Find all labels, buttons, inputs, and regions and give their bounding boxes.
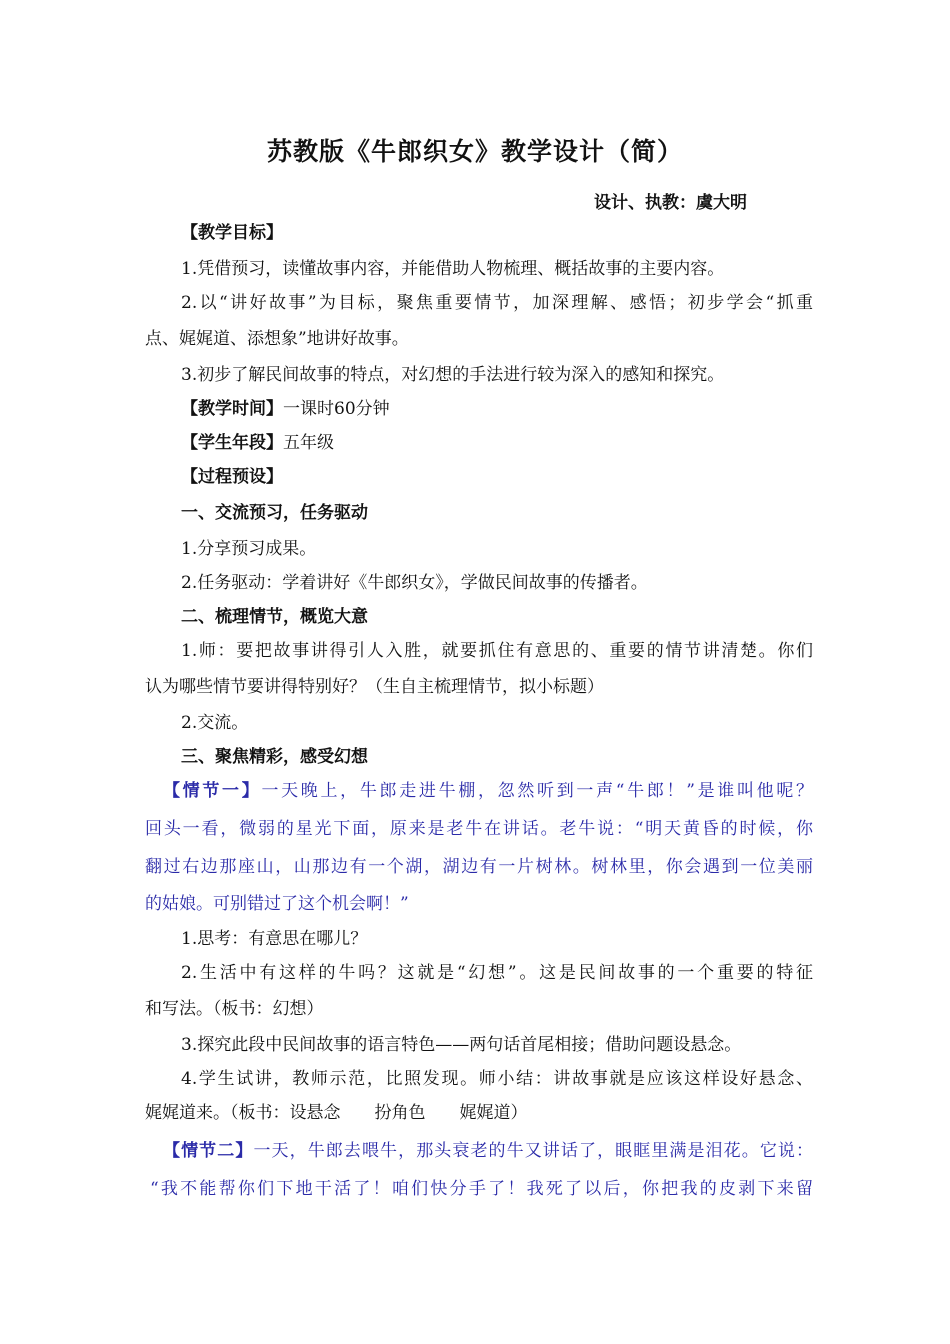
goal-2-line-2: 点、娓娓道、添想象”地讲好故事。 (145, 329, 409, 349)
plot-1-tag: 【情节一】 (163, 781, 262, 801)
section-2-item-2: 2.交流。 (181, 713, 249, 733)
page-title: 苏教版《牛郎织女》教学设计（简） (266, 137, 683, 166)
section-3-q2-line-2: 和写法。（板书：幻想） (145, 999, 324, 1019)
student-grade (181, 432, 813, 454)
goals-heading: 【教学目标】 (181, 223, 283, 243)
section-3-q4-line-1: 4.学生试讲，教师示范，比照发现。师小结：讲故事就是应该这样设好悬念、 (181, 1069, 813, 1089)
process-heading: 【过程预设】 (181, 467, 283, 487)
section-3-q4-line-2: 娓娓道来。（板书：设悬念 扮角色 娓娓道） (145, 1103, 528, 1123)
plot-2-text-1: 一天，牛郎去喂牛，那头衰老的牛又讲话了，眼眶里满是泪花。它说： (253, 1141, 814, 1161)
section-2-item-1-line-2: 认为哪些情节要讲得特别好？（生自主梳理情节，拟小标题） (145, 677, 604, 697)
section-2-item-1-line-1: 1.师：要把故事讲得引人入胜，就要抓住有意思的、重要的情节讲清楚。你们 (181, 641, 813, 661)
section-1-item-2: 2.任务驱动：学着讲好《牛郎织女》，学做民间故事的传播者。 (181, 573, 648, 593)
teaching-time (181, 398, 813, 420)
student-grade-label: 【学生年段】 (181, 433, 283, 453)
plot-2-line-2: “我不能帮你们下地干活了！咱们快分手了！我死了以后，你把我的皮剥下来留 (150, 1179, 813, 1199)
plot-1-text-1: 一天晚上，牛郎走进牛棚，忽然听到一声“牛郎！”是谁叫他呢？ (261, 781, 814, 801)
section-3-q1: 1.思考：有意思在哪儿？ (181, 929, 368, 949)
goal-2-line-1: 2.以“讲好故事”为目标，聚焦重要情节，加深理解、感悟；初步学会“抓重 (181, 293, 813, 313)
plot-2-tag: 【情节二】 (163, 1141, 254, 1161)
plot-1-line-1 (163, 780, 813, 802)
goal-3: 3.初步了解民间故事的特点，对幻想的手法进行较为深入的感知和探究。 (181, 365, 725, 385)
section-3-q3: 3.探究此段中民间故事的语言特色——两句话首尾相接；借助问题设悬念。 (181, 1035, 742, 1055)
section-3-title: 三、聚焦精彩，感受幻想 (181, 747, 368, 767)
plot-1-line-3: 翻过右边那座山，山那边有一个湖，湖边有一片树林。树林里，你会遇到一位美丽 (145, 857, 813, 877)
teaching-time-value: 一课时60分钟 (283, 399, 390, 419)
author-line: 设计、执教：虞大明 (594, 193, 747, 213)
plot-1-line-2: 回头一看，微弱的星光下面，原来是老牛在讲话。老牛说：“明天黄昏的时候，你 (145, 819, 813, 839)
plot-1-line-4: 的姑娘。可别错过了这个机会啊！” (145, 894, 409, 914)
section-2-title: 二、梳理情节，概览大意 (181, 607, 368, 627)
goal-1: 1.凭借预习，读懂故事内容，并能借助人物梳理、概括故事的主要内容。 (181, 259, 725, 279)
teaching-time-label: 【教学时间】 (181, 399, 283, 419)
student-grade-value: 五年级 (283, 433, 334, 453)
section-3-q2-line-1: 2.生活中有这样的牛吗？这就是“幻想”。这是民间故事的一个重要的特征 (181, 963, 813, 983)
plot-2-line-1 (163, 1140, 813, 1162)
section-1-title: 一、交流预习，任务驱动 (181, 503, 368, 523)
section-1-item-1: 1.分享预习成果。 (181, 539, 317, 559)
